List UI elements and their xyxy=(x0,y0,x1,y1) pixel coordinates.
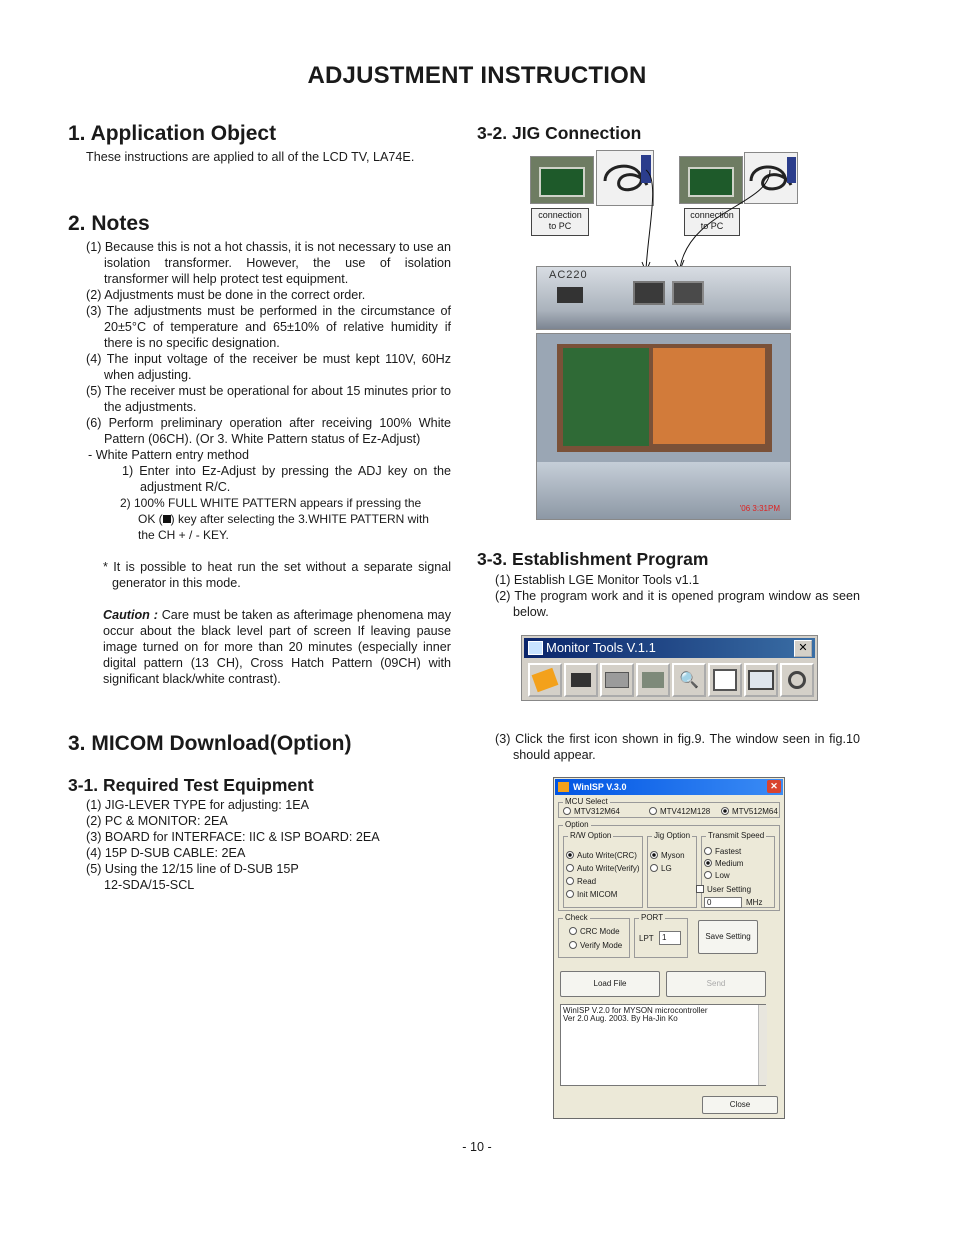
connection-label-2-line-1: connection xyxy=(690,210,734,220)
save-setting-button[interactable]: Save Setting xyxy=(698,920,758,954)
section-3-1-heading: 3-1. Required Test Equipment xyxy=(68,775,314,795)
close-button[interactable]: Close xyxy=(702,1096,778,1114)
section-3-2-heading: 3-2. JIG Connection xyxy=(477,123,642,143)
mcu-select-label: MCU Select xyxy=(565,797,608,806)
option-label: Option xyxy=(565,820,589,829)
option-group xyxy=(558,820,780,911)
connection-label-1-line-1: connection xyxy=(538,210,582,220)
section-1-text: These instructions are applied to all of the LCD TV, LA74E. xyxy=(86,150,415,164)
monitor-icon[interactable] xyxy=(744,663,778,697)
notes-list xyxy=(86,239,451,687)
equipment-list xyxy=(86,797,380,893)
note-3: (3) The adjustments must be performed in the circumstance of 20±5°C of temperature and 65±10% of relative humidity if there is no specific designation. xyxy=(86,304,451,350)
section-1-heading: 1. Application Object xyxy=(68,122,277,145)
step-2-line-3: the CH + / - KEY. xyxy=(138,528,229,542)
send-button[interactable]: Send xyxy=(666,971,766,997)
port-group xyxy=(634,913,688,958)
check-crc-mode[interactable]: CRC Mode xyxy=(569,927,620,937)
establishment-steps xyxy=(495,572,860,620)
window-icon[interactable] xyxy=(708,663,742,697)
device-icon[interactable] xyxy=(600,663,634,697)
lpt-label: LPT xyxy=(639,934,654,943)
ac220-label: AC220 xyxy=(549,269,588,281)
caution-note xyxy=(86,607,451,687)
check-group xyxy=(558,913,630,958)
winisp-title: WinISP V.3.0 xyxy=(573,782,627,792)
mhz-label: MHz xyxy=(746,898,763,907)
mcu-select-group xyxy=(558,797,780,818)
connection-label-1-line-2: to PC xyxy=(548,221,572,231)
jig-option-label: Jig Option xyxy=(654,831,691,840)
port-label: PORT xyxy=(641,913,664,922)
transmit-speed-group xyxy=(701,831,775,908)
step-2-line-2 xyxy=(120,511,451,527)
log-textarea[interactable] xyxy=(560,1004,766,1086)
winisp-close-icon[interactable]: ✕ xyxy=(767,780,781,793)
page-title: ADJUSTMENT INSTRUCTION xyxy=(307,62,647,89)
section-3-3-heading: 3-3. Establishment Program xyxy=(477,549,709,569)
step-2-ok: OK ( xyxy=(138,512,163,526)
mcu-option-512[interactable]: MTV512M64 xyxy=(721,807,778,817)
equipment-1: (1) JIG-LEVER TYPE for adjusting: 1EA xyxy=(86,798,310,812)
note-4: (4) The input voltage of the receiver be must kept 110V, 60Hz when adjusting. xyxy=(86,352,451,382)
transmit-speed-label: Transmit Speed xyxy=(708,831,765,840)
mcu-option-312[interactable]: MTV312M64 xyxy=(563,807,620,817)
monitor-app-icon xyxy=(528,641,543,655)
magnifier-icon[interactable]: 🔍 xyxy=(672,663,706,697)
log-line-1: WinISP V.2.0 for MYSON microcontroller xyxy=(563,1006,708,1015)
white-pattern-method: - White Pattern entry method xyxy=(88,448,249,462)
rw-auto-write-crc[interactable]: Auto Write(CRC) xyxy=(566,851,637,861)
equipment-5: (5) Using the 12/15 line of D-SUB 15P xyxy=(86,862,299,876)
step-2-line-1: 2) 100% FULL WHITE PATTERN appears if pressing the xyxy=(120,496,422,510)
equipment-5-detail: 12-SDA/15-SCL xyxy=(104,878,195,892)
establish-step-1: (1) Establish LGE Monitor Tools v1.1 xyxy=(495,573,700,587)
ok-key-icon xyxy=(163,515,171,523)
equipment-3: (3) BOARD for INTERFACE: IIC & ISP BOARD: 2EA xyxy=(86,830,380,844)
establish-step-2: (2) The program work and it is opened program window as seen below. xyxy=(495,589,860,619)
note-1: (1) Because this is not a hot chassis, it is not necessary to use an isolation transformer. However, the use of isolation transformer will help protect test equipment. xyxy=(86,240,451,286)
jig-lg[interactable]: LG xyxy=(650,864,672,874)
jig-option-group xyxy=(647,831,697,908)
establish-step-3: (3) Click the first icon shown in fig.9. The window seen in fig.10 should appear. xyxy=(495,732,860,762)
heat-run-note: * It is possible to heat run the set without a separate signal generator in this mode. xyxy=(103,560,451,590)
monitor-tools-titlebar xyxy=(524,638,815,658)
connection-label-2-line-2: to PC xyxy=(700,221,724,231)
log-scrollbar[interactable] xyxy=(758,1005,767,1085)
board-icon[interactable] xyxy=(636,663,670,697)
step-2-rest: ) key after selecting the 3.WHITE PATTERN with xyxy=(170,512,429,526)
monitor-tools-title: Monitor Tools V.1.1 xyxy=(546,640,656,655)
speed-fastest[interactable]: Fastest xyxy=(704,847,741,857)
note-6: (6) Perform preliminary operation after receiving 100% White Pattern (06CH). (Or 3. White Pattern status of Ez-Adjust) xyxy=(86,416,451,446)
rw-auto-write-verify[interactable]: Auto Write(Verify) xyxy=(566,864,640,874)
note-2: (2) Adjustments must be done in the correct order. xyxy=(86,288,366,302)
user-setting-checkbox[interactable]: User Setting xyxy=(696,885,751,895)
white-pattern-step-1: 1) Enter into Ez-Adjust by pressing the ADJ key on the adjustment R/C. xyxy=(122,464,451,494)
log-line-2: Ver 2.0 Aug. 2003. By Ha-Jin Ko xyxy=(563,1014,678,1023)
chip-icon[interactable] xyxy=(564,663,598,697)
chassis-photo: '06 3:31PM xyxy=(536,333,791,520)
load-file-button[interactable]: Load File xyxy=(560,971,660,997)
white-pattern-step-2 xyxy=(86,495,451,543)
check-label: Check xyxy=(565,913,588,922)
lpt-input[interactable]: 1 xyxy=(659,931,681,945)
equipment-4: (4) 15P D-SUB CABLE: 2EA xyxy=(86,846,246,860)
section-3-heading: 3. MICOM Download(Option) xyxy=(68,732,352,755)
note-5: (5) The receiver must be operational for about 15 minutes prior to the adjustments. xyxy=(86,384,451,414)
caution-label: Caution : xyxy=(103,608,158,622)
winisp-app-icon xyxy=(558,782,569,792)
rear-panel-photo xyxy=(536,266,791,330)
monitor-tools-window xyxy=(521,635,818,701)
section-2-heading: 2. Notes xyxy=(68,212,150,235)
speed-medium[interactable]: Medium xyxy=(704,859,743,869)
jig-myson[interactable]: Myson xyxy=(650,851,685,861)
rw-read[interactable]: Read xyxy=(566,877,596,887)
rw-option-group xyxy=(563,831,643,908)
settings-icon[interactable] xyxy=(780,663,814,697)
equipment-2: (2) PC & MONITOR: 2EA xyxy=(86,814,228,828)
monitor-tools-close-button[interactable]: ✕ xyxy=(794,640,812,657)
caution-text: Care must be taken as afterimage phenomena may occur about the black level part of screen If leaving pause image turned on for more than 20 minutes (especially inner digital pattern (13 CH), Cross Hatch Pattern (09CH) with significant black/white contrast). xyxy=(103,608,451,686)
winisp-window xyxy=(553,777,785,1119)
rw-init-micom[interactable]: Init MICOM xyxy=(566,890,617,900)
check-verify-mode[interactable]: Verify Mode xyxy=(569,941,622,951)
mhz-input[interactable]: 0 xyxy=(704,897,742,908)
winisp-titlebar xyxy=(555,779,783,795)
mcu-option-412[interactable]: MTV412M128 xyxy=(649,807,710,817)
speed-low[interactable]: Low xyxy=(704,871,730,881)
rw-option-label: R/W Option xyxy=(570,831,612,840)
page-number: - 10 - xyxy=(462,1140,492,1154)
isp-download-icon[interactable] xyxy=(528,663,562,697)
